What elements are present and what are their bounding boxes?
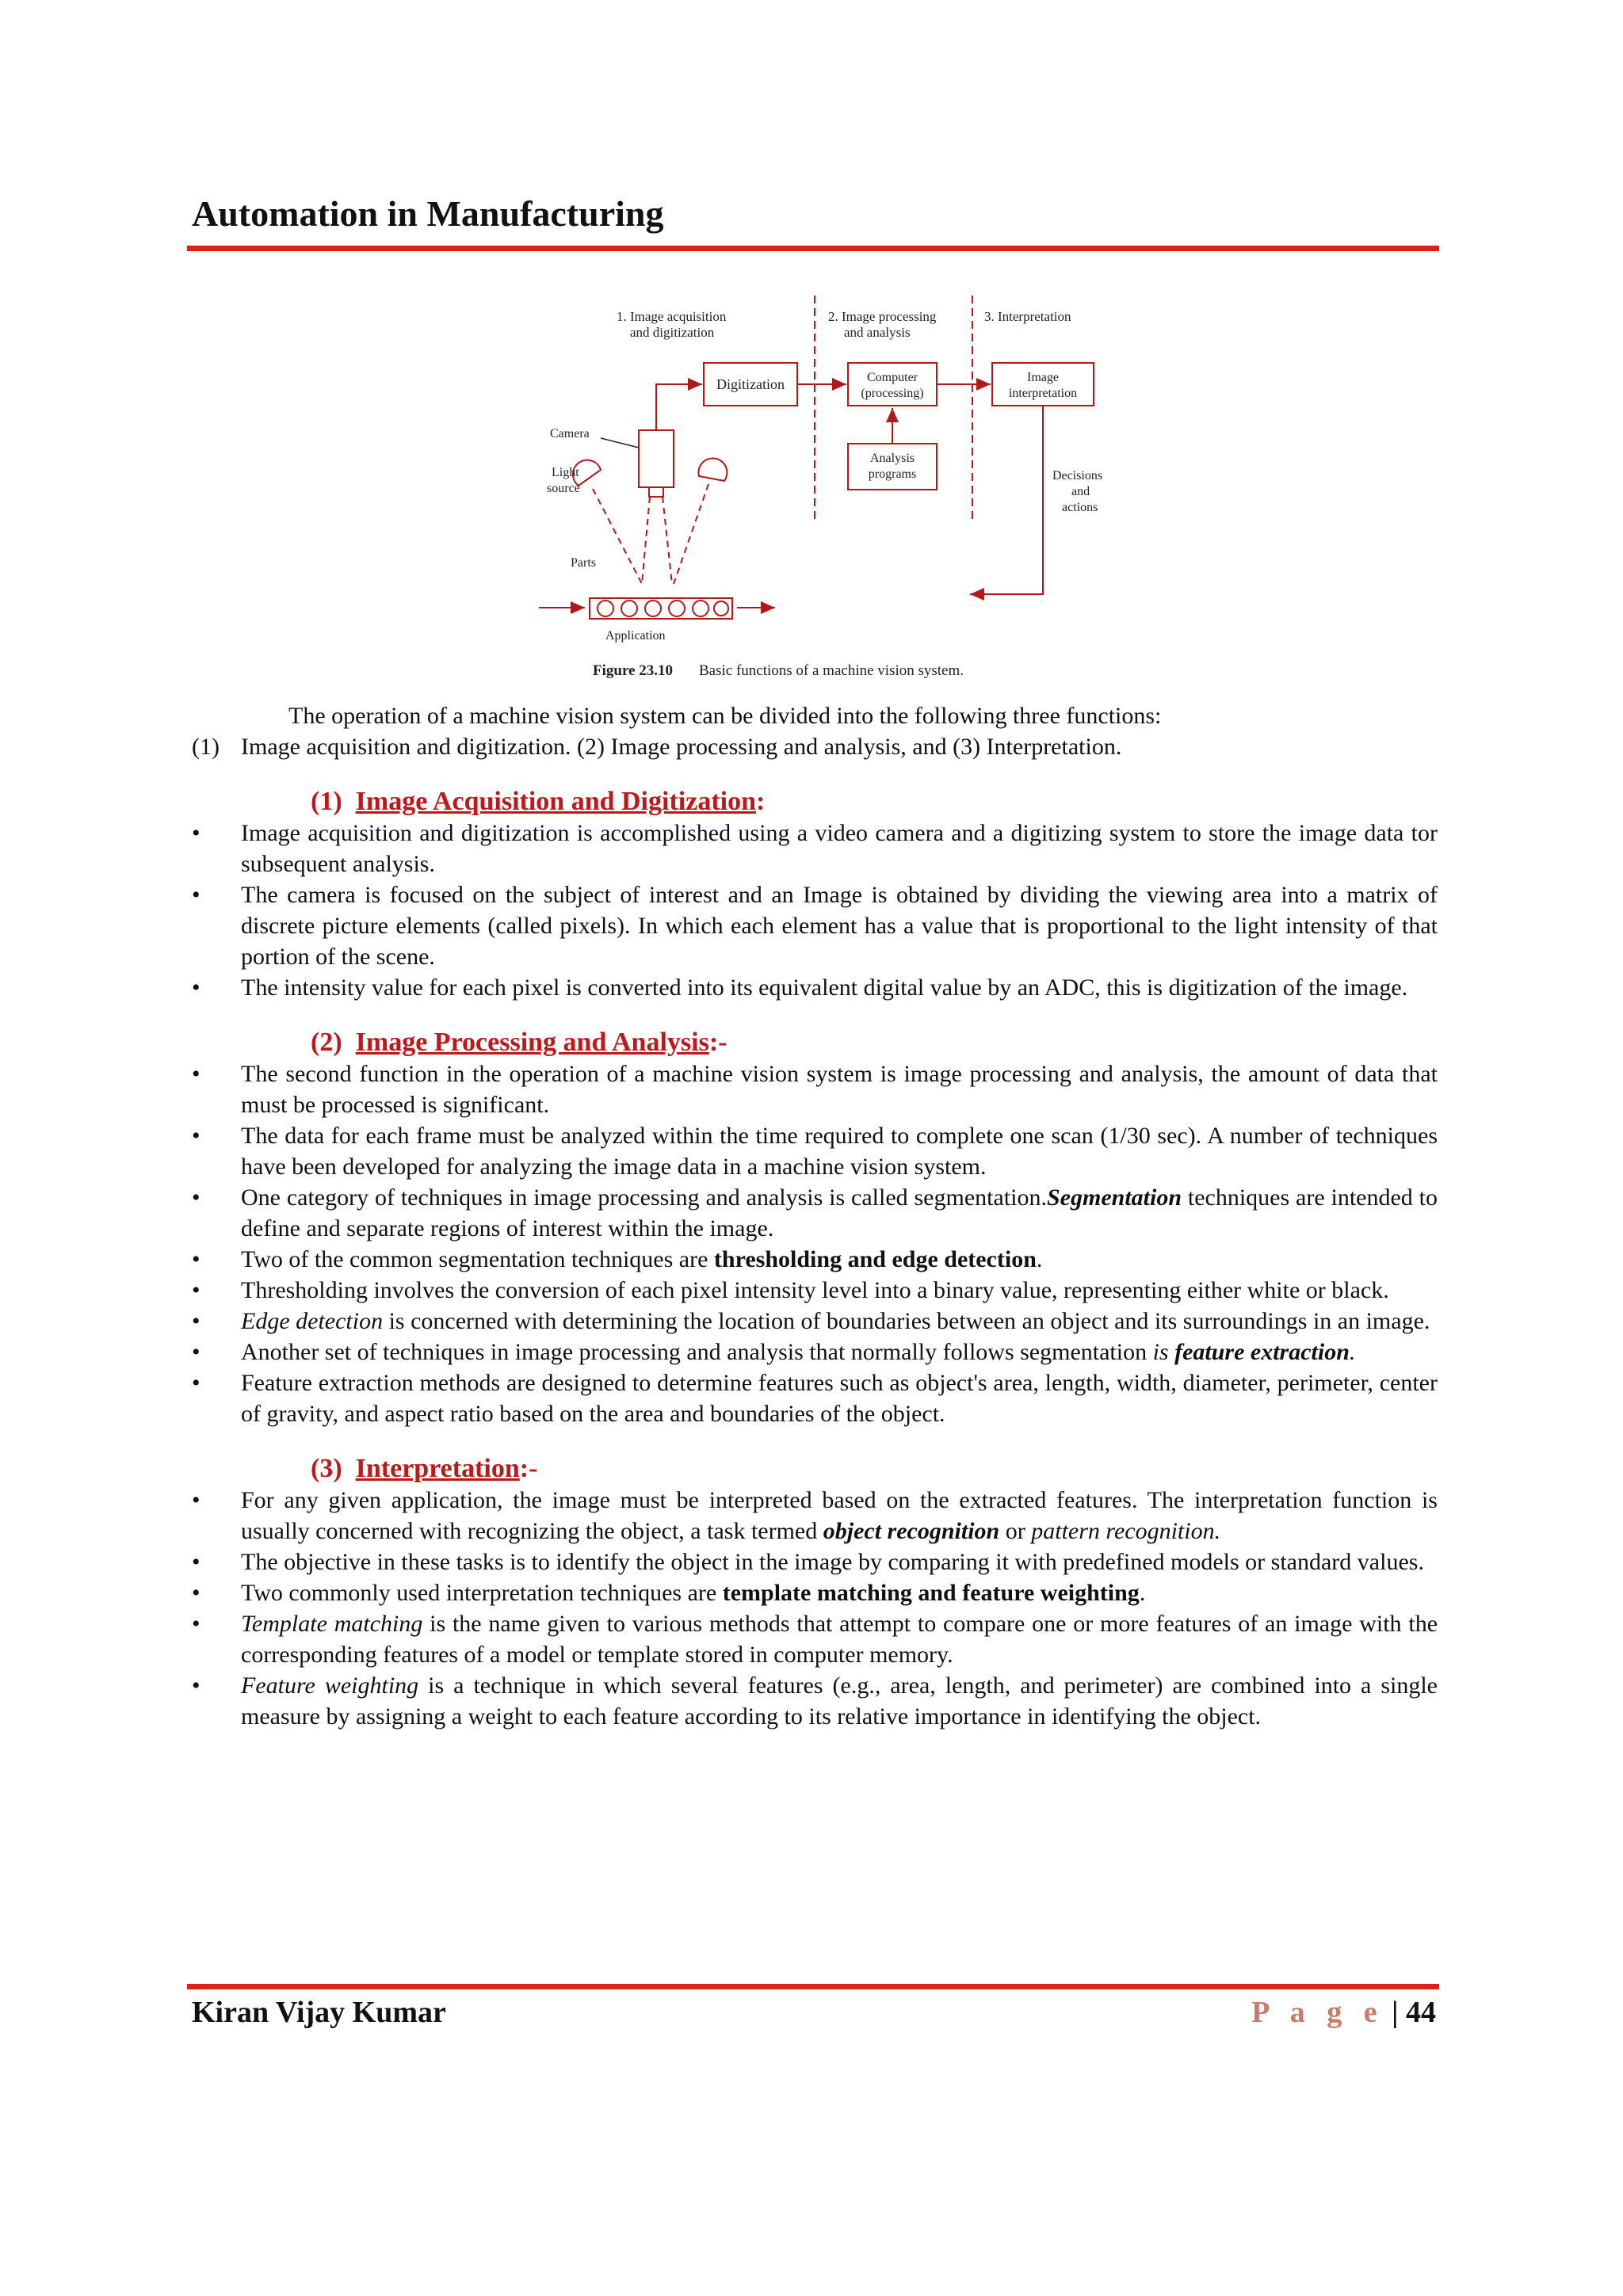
decisions-label-line3: actions <box>1062 501 1098 514</box>
list-item: • Thresholding involves the conversion of each pixel intensity level into a binary value, representing either white or black. <box>192 1275 1438 1306</box>
page-header-title: Automation in Manufacturing <box>192 193 664 234</box>
analysis-label-line1: Analysis <box>870 452 915 465</box>
intro-number: (1) <box>192 734 220 760</box>
footer-page-number <box>1251 1995 1436 2030</box>
intro-line-1: The operation of a machine vision system can be divided into the following three functions: <box>288 703 1162 729</box>
page-separator: | <box>1392 1996 1399 2029</box>
list-item: • Two commonly used interpretation techniques are template matching and feature weighting. <box>192 1577 1438 1608</box>
list-item: • Feature extraction methods are designed to determine features such as object's area, length, width, diameter, perimeter, center of gravity, and aspect ratio based on the area and boundaries of the object. <box>192 1367 1438 1429</box>
section-1-suffix: : <box>756 787 766 816</box>
section-2-list <box>192 1058 1438 1429</box>
stage1-label-line1: 1. Image acquisition <box>617 309 727 324</box>
computer-label-line1: Computer <box>867 371 918 384</box>
list-item: • The second function in the operation of a machine vision system is image processing and analysis, the amount of data that must be processed is significant. <box>192 1058 1438 1120</box>
list-item: • Feature weighting is a technique in which several features (e.g., area, length, and perimeter) are combined into a single measure by assigning a weight to each feature according to its relative importance in identifying the object. <box>192 1670 1438 1732</box>
light-source-right <box>698 458 727 481</box>
section-3-title: Interpretation <box>355 1454 520 1483</box>
section-3-list <box>192 1485 1438 1732</box>
section-heading-acquisition <box>311 786 1438 818</box>
list-item: • One category of techniques in image processing and analysis is called segmentation.Segmentation techniques are intended to define and separate regions of interest within the image. <box>192 1182 1438 1244</box>
application-label: Application <box>605 629 666 643</box>
computer-label-line2: (processing) <box>861 387 924 400</box>
stage3-label: 3. Interpretation <box>984 309 1071 324</box>
list-item: • The objective in these tasks is to identify the object in the image by comparing it with predefined models or standard values. <box>192 1547 1438 1577</box>
list-item: • The intensity value for each pixel is converted into its equivalent digital value by an ADC, this is digitization of the image. <box>192 972 1438 1003</box>
camera-label: Camera <box>550 427 590 441</box>
light-label-line1: Light <box>552 466 579 479</box>
figure-caption-number: Figure 23.10 <box>593 662 673 679</box>
intro-paragraph <box>192 700 1438 762</box>
interp-label-line1: Image <box>1027 371 1059 384</box>
section-1-list <box>192 818 1438 1003</box>
list-item: • Image acquisition and digitization is accomplished using a video camera and a digitizing system to store the image data tor subsequent analysis. <box>192 818 1438 879</box>
intro-line-2: Image acquisition and digitization. (2) Image processing and analysis, and (3) Interpretation. <box>241 734 1122 760</box>
footer-author: Kiran Vijay Kumar <box>192 1996 446 2029</box>
decisions-label-line1: Decisions <box>1052 469 1103 482</box>
decisions-label-line2: and <box>1071 485 1090 498</box>
analysis-box <box>848 444 937 490</box>
figure-diagram <box>523 289 1125 693</box>
section-3-number: (3) <box>311 1454 342 1483</box>
footer-rule <box>187 1984 1439 1989</box>
digitization-label: Digitization <box>716 376 785 392</box>
page-label: P a g e <box>1251 1996 1384 2029</box>
body-content <box>192 700 1438 1732</box>
list-item: • Template matching is the name given to various methods that attempt to compare one or more features of an image with the corresponding features of a model or template stored in computer memory. <box>192 1608 1438 1670</box>
section-2-number: (2) <box>311 1028 342 1057</box>
section-3-suffix: :- <box>519 1454 538 1483</box>
camera-shape <box>639 430 674 487</box>
section-heading-interpretation <box>311 1453 1438 1485</box>
section-1-number: (1) <box>311 787 342 816</box>
stage2-label-line2: and analysis <box>844 325 911 340</box>
list-item: • For any given application, the image must be interpreted based on the extracted features. The interpretation function is usually concerned with recognizing the object, a task termed object recognition or pattern recognition. <box>192 1485 1438 1547</box>
section-2-suffix: :- <box>708 1028 727 1057</box>
machine-vision-figure <box>523 289 1125 693</box>
list-item: • The data for each frame must be analyzed within the time required to complete one scan (1/30 sec). A number of techniques have been developed for analyzing the image data in a machine vision system. <box>192 1120 1438 1182</box>
stage2-label-line1: 2. Image processing <box>828 309 937 324</box>
section-1-title: Image Acquisition and Digitization <box>355 787 756 816</box>
section-2-title: Image Processing and Analysis <box>355 1028 709 1057</box>
header-rule <box>187 246 1439 251</box>
list-item: • Another set of techniques in image processing and analysis that normally follows segmentation is feature extraction. <box>192 1337 1438 1367</box>
parts-label: Parts <box>571 556 596 570</box>
section-heading-processing <box>311 1027 1438 1058</box>
interp-label-line2: interpretation <box>1008 387 1078 400</box>
list-item: • Edge detection is concerned with determining the location of boundaries between an object and its surroundings in an image. <box>192 1306 1438 1337</box>
light-label-line2: source <box>547 482 580 495</box>
analysis-label-line2: programs <box>868 467 917 481</box>
figure-caption-text: Basic functions of a machine vision system. <box>699 662 964 679</box>
page-number: 44 <box>1406 1996 1436 2029</box>
stage1-label-line2: and digitization <box>630 325 715 340</box>
list-item: • The camera is focused on the subject of interest and an Image is obtained by dividing the viewing area into a matrix of discrete picture elements (called pixels). In which each element has a value that is proportional to the light intensity of that portion of the scene. <box>192 879 1438 972</box>
list-item: • Two of the common segmentation techniques are thresholding and edge detection. <box>192 1244 1438 1275</box>
